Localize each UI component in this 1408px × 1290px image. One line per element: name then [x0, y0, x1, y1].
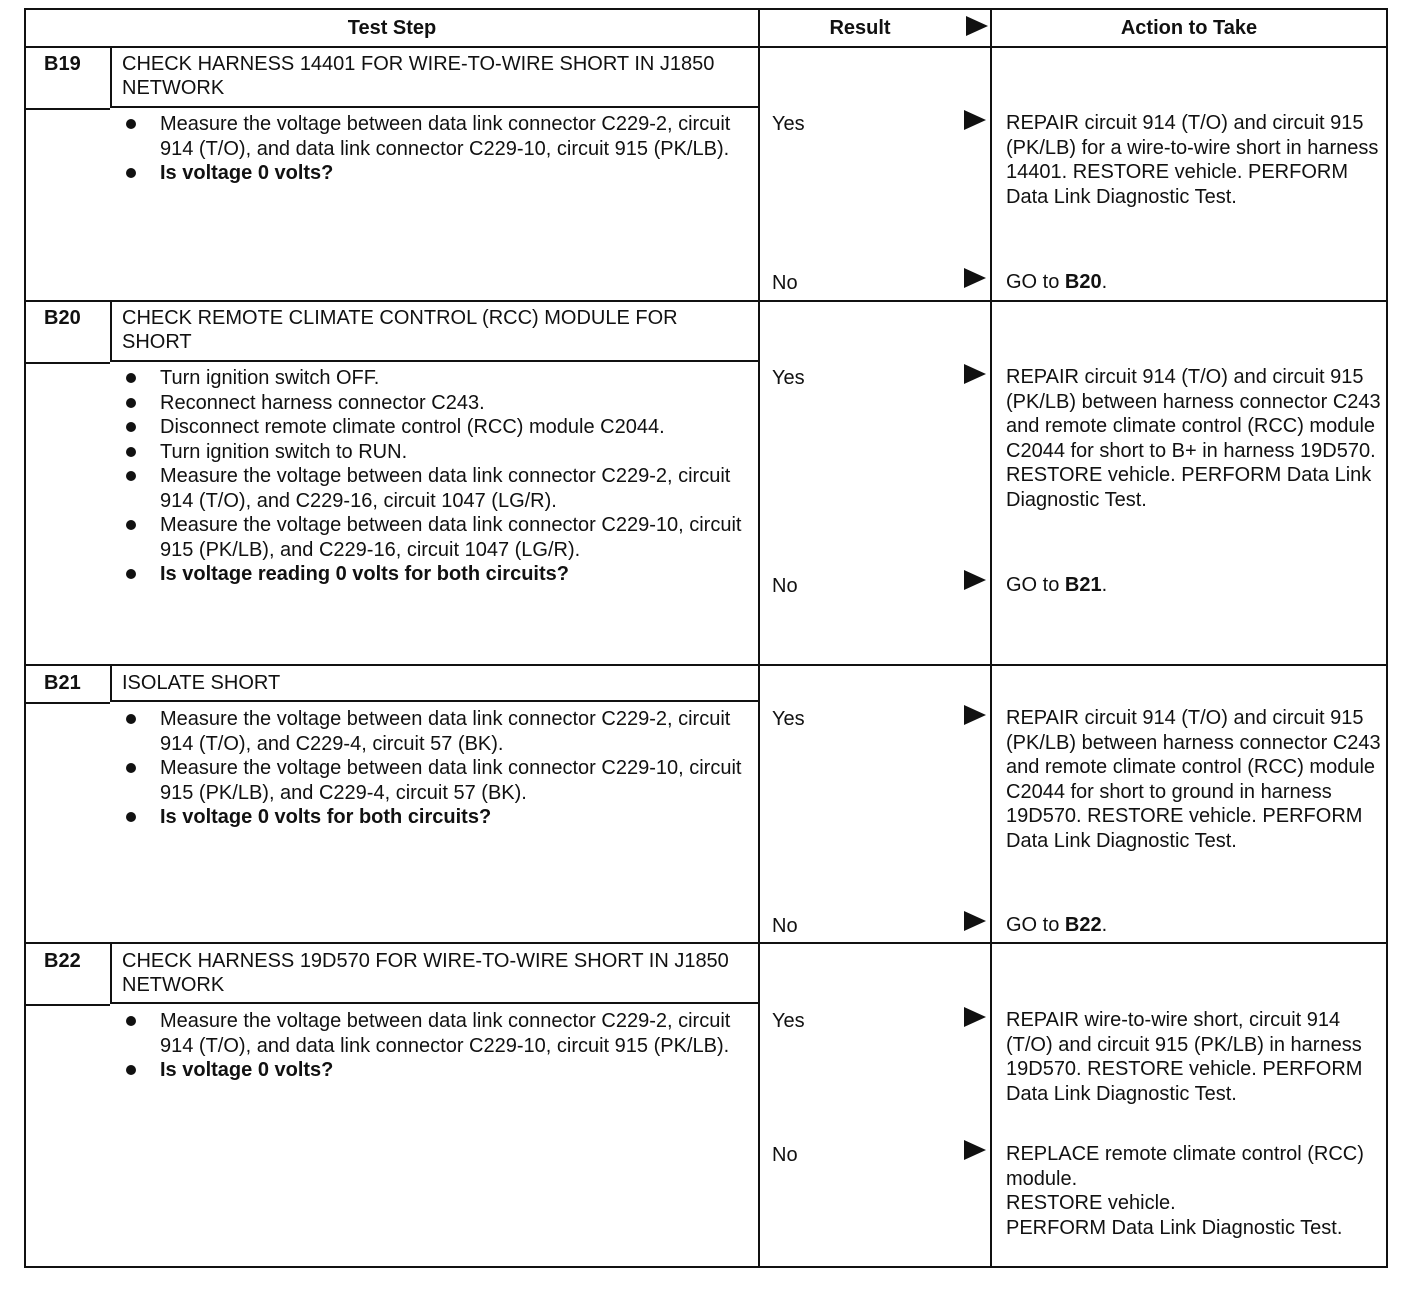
result-yes: Yes	[772, 708, 805, 730]
id-divider	[110, 300, 112, 360]
step-bullets	[122, 1009, 752, 1083]
action-line: PERFORM Data Link Diagnostic Test.	[1006, 1216, 1343, 1239]
id-divider	[110, 942, 112, 1002]
title-underline	[26, 108, 110, 110]
title-underline	[110, 700, 758, 702]
action-no	[1006, 1142, 1381, 1240]
step-ref: B20	[1064, 271, 1102, 293]
step-title: ISOLATE SHORT	[122, 672, 281, 694]
arrow-icon	[964, 268, 986, 288]
arrow-icon	[964, 1140, 986, 1160]
bullet-item: Reconnect harness connector C243.	[122, 391, 752, 416]
title-underline	[26, 1004, 110, 1006]
bullet-item: Disconnect remote climate control (RCC) module C2044.	[122, 415, 752, 440]
bullet-item: Measure the voltage between data link connector C229-10, circuit 915 (PK/LB), and C229-16, circuit 1047 (LG/R).	[122, 513, 752, 562]
result-yes: Yes	[772, 367, 805, 389]
row-divider	[26, 942, 1388, 944]
result-yes: Yes	[772, 113, 805, 135]
step-id: B21	[44, 672, 81, 694]
bullet-question: Is voltage 0 volts?	[122, 1058, 752, 1083]
step-bullets	[122, 366, 752, 587]
action-line: REPLACE remote climate control (RCC) module.	[1006, 1143, 1364, 1190]
step-title: CHECK HARNESS 19D570 FOR WIRE-TO-WIRE SHORT IN J1850 NETWORK	[122, 950, 729, 996]
column-divider	[990, 10, 992, 1268]
result-no: No	[772, 915, 798, 937]
arrow-icon	[964, 364, 986, 384]
bullet-question: Is voltage reading 0 volts for both circuits?	[122, 562, 752, 587]
step-id: B20	[44, 307, 81, 329]
header-test-step: Test Step	[347, 16, 437, 39]
step-bullets	[122, 707, 752, 830]
result-yes: Yes	[772, 1010, 805, 1032]
id-divider	[110, 46, 112, 106]
bullet-item: Measure the voltage between data link connector C229-2, circuit 914 (T/O), and data link connector C229-10, circuit 915 (PK/LB).	[122, 112, 752, 161]
result-no: No	[772, 272, 798, 294]
header-divider	[26, 46, 1388, 48]
bullet-question: Is voltage 0 volts for both circuits?	[122, 805, 752, 830]
title-underline	[110, 1002, 758, 1004]
step-id: B22	[44, 950, 81, 972]
arrow-icon	[964, 705, 986, 725]
arrow-icon	[964, 911, 986, 931]
title-underline	[110, 360, 758, 362]
row-divider	[26, 300, 1388, 302]
bullet-item: Measure the voltage between data link connector C229-10, circuit 915 (PK/LB), and C229-4, circuit 57 (BK).	[122, 756, 752, 805]
action-line: RESTORE vehicle.	[1006, 1192, 1176, 1214]
title-underline	[26, 362, 110, 364]
action-yes: REPAIR wire-to-wire short, circuit 914 (T/O) and circuit 915 (PK/LB) in harness 19D570. RESTORE vehicle. PERFORM Data Link Diagnostic Test.	[1006, 1009, 1363, 1105]
arrow-icon	[964, 570, 986, 590]
bullet-item: Measure the voltage between data link connector C229-2, circuit 914 (T/O), and data link connector C229-10, circuit 915 (PK/LB).	[122, 1009, 752, 1058]
arrow-icon	[964, 1007, 986, 1027]
result-no: No	[772, 1144, 798, 1166]
step-bullets	[122, 112, 752, 186]
action-no: GO to B20.	[1006, 271, 1108, 293]
bullet-item: Turn ignition switch to RUN.	[122, 440, 752, 465]
result-no: No	[772, 575, 798, 597]
row-divider	[26, 664, 1388, 666]
header-action: Action to Take	[1120, 16, 1258, 39]
step-ref: B22	[1064, 914, 1102, 936]
title-underline	[26, 702, 110, 704]
bullet-item: Measure the voltage between data link connector C229-2, circuit 914 (T/O), and C229-4, circuit 57 (BK).	[122, 707, 752, 756]
column-divider	[758, 10, 760, 1268]
action-yes: REPAIR circuit 914 (T/O) and circuit 915 (PK/LB) between harness connector C243 and remote climate control (RCC) module C2044 for short to B+ in harness 19D570. RESTORE vehicle. PERFORM Data Link Diagnostic Test.	[1006, 366, 1381, 511]
header-arrow-icon	[966, 16, 988, 36]
action-no: GO to B21.	[1006, 574, 1108, 596]
header-result: Result	[829, 16, 891, 39]
action-no: GO to B22.	[1006, 914, 1108, 936]
step-title: CHECK REMOTE CLIMATE CONTROL (RCC) MODULE FOR SHORT	[122, 307, 678, 353]
arrow-icon	[964, 110, 986, 130]
bullet-question: Is voltage 0 volts?	[122, 161, 752, 186]
action-yes: REPAIR circuit 914 (T/O) and circuit 915 (PK/LB) between harness connector C243 and remote climate control (RCC) module C2044 for short to ground in harness 19D570. RESTORE vehicle. PERFORM Data Link Diagnostic Test.	[1006, 707, 1381, 852]
bullet-item: Turn ignition switch OFF.	[122, 366, 752, 391]
id-divider	[110, 664, 112, 700]
diagnostic-table	[24, 8, 1388, 1268]
title-underline	[110, 106, 758, 108]
step-title: CHECK HARNESS 14401 FOR WIRE-TO-WIRE SHORT IN J1850 NETWORK	[122, 53, 715, 99]
step-id: B19	[44, 53, 81, 75]
action-yes: REPAIR circuit 914 (T/O) and circuit 915 (PK/LB) for a wire-to-wire short in harness 14401. RESTORE vehicle. PERFORM Data Link Diagnostic Test.	[1006, 112, 1379, 208]
step-ref: B21	[1064, 574, 1102, 596]
bullet-item: Measure the voltage between data link connector C229-2, circuit 914 (T/O), and C229-16, circuit 1047 (LG/R).	[122, 464, 752, 513]
